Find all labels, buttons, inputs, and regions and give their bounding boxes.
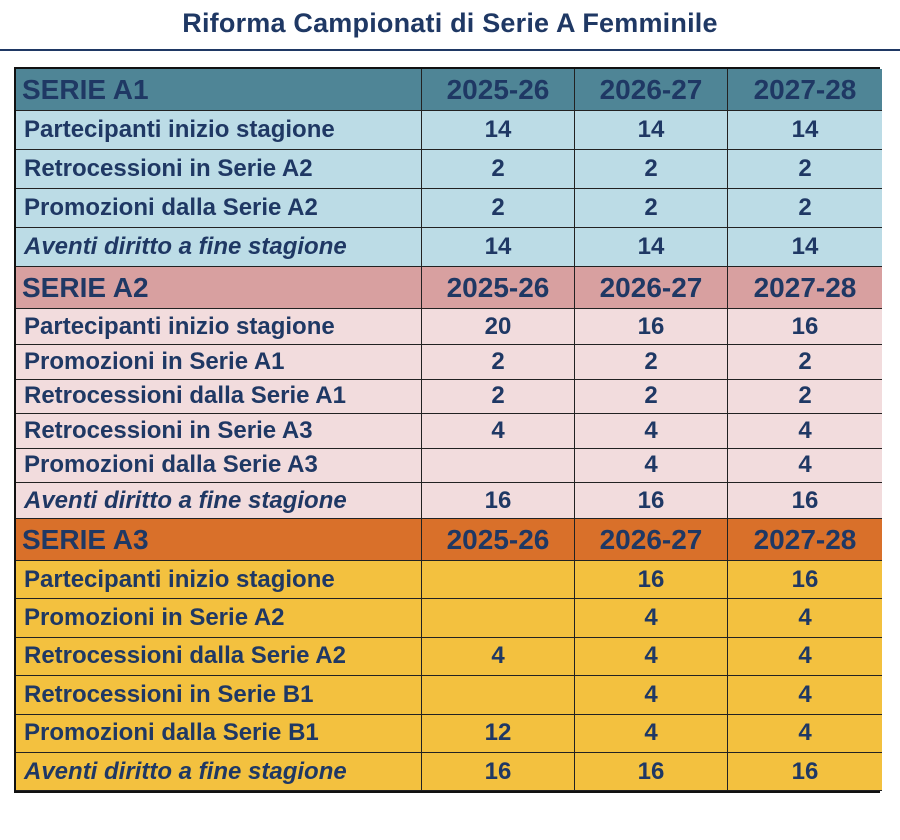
section-header-a1: SERIE A1 [16, 69, 422, 111]
row-value: 4 [728, 715, 882, 753]
season-header: 2027-28 [728, 267, 882, 309]
row-value: 12 [422, 715, 575, 753]
row-value: 4 [728, 449, 882, 484]
row-value: 14 [575, 228, 728, 267]
row-value: 14 [728, 111, 882, 150]
row-value: 16 [575, 309, 728, 345]
row-value: 2 [422, 150, 575, 189]
row-label: Retrocessioni in Serie A3 [16, 414, 422, 449]
row-value: 4 [575, 638, 728, 676]
row-value: 16 [728, 753, 882, 791]
section-header-a2: SERIE A2 [16, 267, 422, 309]
row-value: 2 [728, 150, 882, 189]
row-value: 2 [422, 345, 575, 380]
row-value: 2 [575, 345, 728, 380]
row-label: Retrocessioni dalla Serie A1 [16, 380, 422, 415]
row-label-total: Aventi diritto a fine stagione [16, 753, 422, 791]
row-label: Retrocessioni in Serie B1 [16, 676, 422, 714]
row-label: Promozioni in Serie A2 [16, 599, 422, 637]
row-value: 16 [422, 483, 575, 519]
row-value [422, 676, 575, 714]
row-value: 4 [728, 414, 882, 449]
row-label: Promozioni in Serie A1 [16, 345, 422, 380]
season-header: 2027-28 [728, 519, 882, 561]
row-label: Partecipanti inizio stagione [16, 561, 422, 599]
row-value: 16 [575, 483, 728, 519]
row-value: 4 [422, 638, 575, 676]
row-label: Partecipanti inizio stagione [16, 111, 422, 150]
row-label-total: Aventi diritto a fine stagione [16, 228, 422, 267]
row-label: Partecipanti inizio stagione [16, 309, 422, 345]
row-value: 2 [575, 380, 728, 415]
row-value: 14 [422, 228, 575, 267]
row-value: 2 [728, 189, 882, 228]
row-value: 16 [575, 561, 728, 599]
row-value [422, 449, 575, 484]
season-header: 2025-26 [422, 69, 575, 111]
row-value: 4 [575, 676, 728, 714]
row-value: 14 [575, 111, 728, 150]
row-value: 4 [422, 414, 575, 449]
row-value [422, 599, 575, 637]
row-value: 4 [575, 414, 728, 449]
row-value: 16 [728, 309, 882, 345]
row-value: 4 [728, 638, 882, 676]
row-value: 4 [575, 599, 728, 637]
section-header-a3: SERIE A3 [16, 519, 422, 561]
row-label: Retrocessioni dalla Serie A2 [16, 638, 422, 676]
row-value: 14 [728, 228, 882, 267]
row-value: 2 [575, 189, 728, 228]
row-value: 4 [575, 715, 728, 753]
season-header: 2025-26 [422, 519, 575, 561]
season-header: 2025-26 [422, 267, 575, 309]
row-value: 4 [575, 449, 728, 484]
row-label: Promozioni dalla Serie A2 [16, 189, 422, 228]
season-header: 2026-27 [575, 267, 728, 309]
row-value: 4 [728, 599, 882, 637]
row-value: 14 [422, 111, 575, 150]
row-value: 2 [422, 189, 575, 228]
season-header: 2027-28 [728, 69, 882, 111]
row-value [422, 561, 575, 599]
row-value: 16 [728, 483, 882, 519]
row-value: 2 [728, 345, 882, 380]
championship-table [14, 67, 880, 793]
row-value: 4 [728, 676, 882, 714]
season-header: 2026-27 [575, 69, 728, 111]
row-value: 2 [422, 380, 575, 415]
row-value: 16 [575, 753, 728, 791]
row-value: 20 [422, 309, 575, 345]
title-divider [0, 49, 900, 51]
row-value: 2 [728, 380, 882, 415]
row-value: 16 [422, 753, 575, 791]
page-title: Riforma Campionati di Serie A Femminile [182, 8, 718, 38]
season-header: 2026-27 [575, 519, 728, 561]
row-value: 16 [728, 561, 882, 599]
row-value: 2 [575, 150, 728, 189]
row-label: Retrocessioni in Serie A2 [16, 150, 422, 189]
row-label: Promozioni dalla Serie A3 [16, 449, 422, 484]
row-label: Promozioni dalla Serie B1 [16, 715, 422, 753]
row-label-total: Aventi diritto a fine stagione [16, 483, 422, 519]
